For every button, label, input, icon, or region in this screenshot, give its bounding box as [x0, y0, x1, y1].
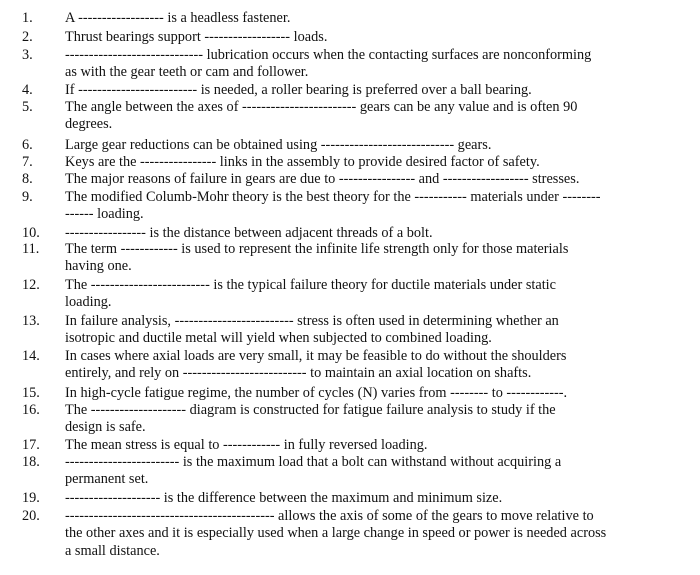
question-text-line: The major reasons of failure in gears are due to ---------------- and ------------------ stresses.	[65, 171, 580, 187]
question-text-line: In cases where axial loads are very small, it may be feasible to do without the shoulders	[65, 348, 567, 364]
question-item	[0, 454, 700, 489]
question-text-line: The -------------------- diagram is constructed for fatigue failure analysis to study if the	[65, 402, 556, 418]
question-text-line: The modified Columb-Mohr theory is the best theory for the ----------- materials under --------	[65, 189, 601, 205]
question-number: 5.	[22, 99, 33, 115]
question-text-line: design is safe.	[65, 419, 146, 436]
question-text-line: ----------------------------- lubrication occurs when the contacting surfaces are nonconforming	[65, 47, 592, 63]
question-item	[0, 154, 700, 171]
question-item	[0, 241, 700, 276]
question-number: 7.	[22, 154, 33, 170]
question-number: 8.	[22, 171, 33, 187]
question-number: 12.	[22, 277, 40, 293]
question-text-line: ------------------------ is the maximum load that a bolt can withstand without acquiring a	[65, 454, 562, 470]
question-item	[0, 437, 700, 454]
question-text-line: the other axes and it is especially used when a large change in speed or power is needed across	[65, 525, 607, 542]
question-text-line: isotropic and ductile metal will yield when subjected to combined loading.	[65, 330, 492, 347]
question-number: 9.	[22, 189, 33, 205]
question-item	[0, 189, 700, 224]
question-text-line: Keys are the ---------------- links in the assembly to provide desired factor of safety.	[65, 154, 540, 170]
question-item	[0, 385, 700, 402]
question-text-line: In failure analysis, ------------------------- stress is often used in determining whether an	[65, 313, 559, 329]
question-text-line: The angle between the axes of ------------------------ gears can be any value and is often 90	[65, 99, 578, 115]
question-number: 19.	[22, 490, 40, 506]
question-text-line: entirely, and rely on -------------------------- to maintain an axial location on shafts.	[65, 365, 532, 382]
question-text-line: loading.	[65, 294, 112, 311]
question-item	[0, 508, 700, 560]
question-number: 6.	[22, 137, 33, 153]
question-text-line: In high-cycle fatigue regime, the number of cycles (N) varies from -------- to ------------.	[65, 385, 568, 401]
question-number: 2.	[22, 29, 33, 45]
question-item	[0, 313, 700, 348]
question-item	[0, 171, 700, 188]
question-number: 13.	[22, 313, 40, 329]
question-text-line: Thrust bearings support ------------------ loads.	[65, 29, 328, 45]
question-item	[0, 402, 700, 437]
question-text-line: If ------------------------- is needed, a roller bearing is preferred over a ball bearing.	[65, 82, 532, 98]
question-number: 1.	[22, 10, 33, 26]
question-text-line: -------------------------------------------- allows the axis of some of the gears to move relative to	[65, 508, 594, 524]
question-item	[0, 10, 700, 27]
question-number: 17.	[22, 437, 40, 453]
question-number: 15.	[22, 385, 40, 401]
question-item	[0, 29, 700, 46]
question-number: 4.	[22, 82, 33, 98]
question-text-line: permanent set.	[65, 471, 149, 488]
question-item	[0, 99, 700, 134]
question-number: 11.	[22, 241, 40, 257]
question-text-line: ------ loading.	[65, 206, 144, 223]
question-number: 18.	[22, 454, 40, 470]
question-item	[0, 490, 700, 507]
question-item	[0, 137, 700, 154]
question-number: 10.	[22, 225, 40, 241]
question-text-line: a small distance.	[65, 542, 160, 559]
question-text-line: as with the gear teeth or cam and follower.	[65, 64, 309, 81]
question-text-line: Large gear reductions can be obtained using ---------------------------- gears.	[65, 137, 492, 153]
question-item	[0, 225, 700, 242]
question-text-line: -------------------- is the difference between the maximum and minimum size.	[65, 490, 503, 506]
question-item	[0, 47, 700, 82]
question-text-line: degrees.	[65, 116, 113, 133]
question-item	[0, 348, 700, 383]
question-text-line: having one.	[65, 258, 132, 275]
question-item	[0, 277, 700, 312]
question-number: 14.	[22, 348, 40, 364]
question-number: 20.	[22, 508, 40, 524]
question-text-line: The ------------------------- is the typical failure theory for ductile materials under static	[65, 277, 557, 293]
question-text-line: A ------------------ is a headless fastener.	[65, 10, 291, 26]
question-text-line: ----------------- is the distance between adjacent threads of a bolt.	[65, 225, 433, 241]
question-text-line: The term ------------ is used to represent the infinite life strength only for those materials	[65, 241, 569, 257]
question-number: 3.	[22, 47, 33, 63]
question-number: 16.	[22, 402, 40, 418]
question-item	[0, 82, 700, 99]
question-text-line: The mean stress is equal to ------------ in fully reversed loading.	[65, 437, 428, 453]
